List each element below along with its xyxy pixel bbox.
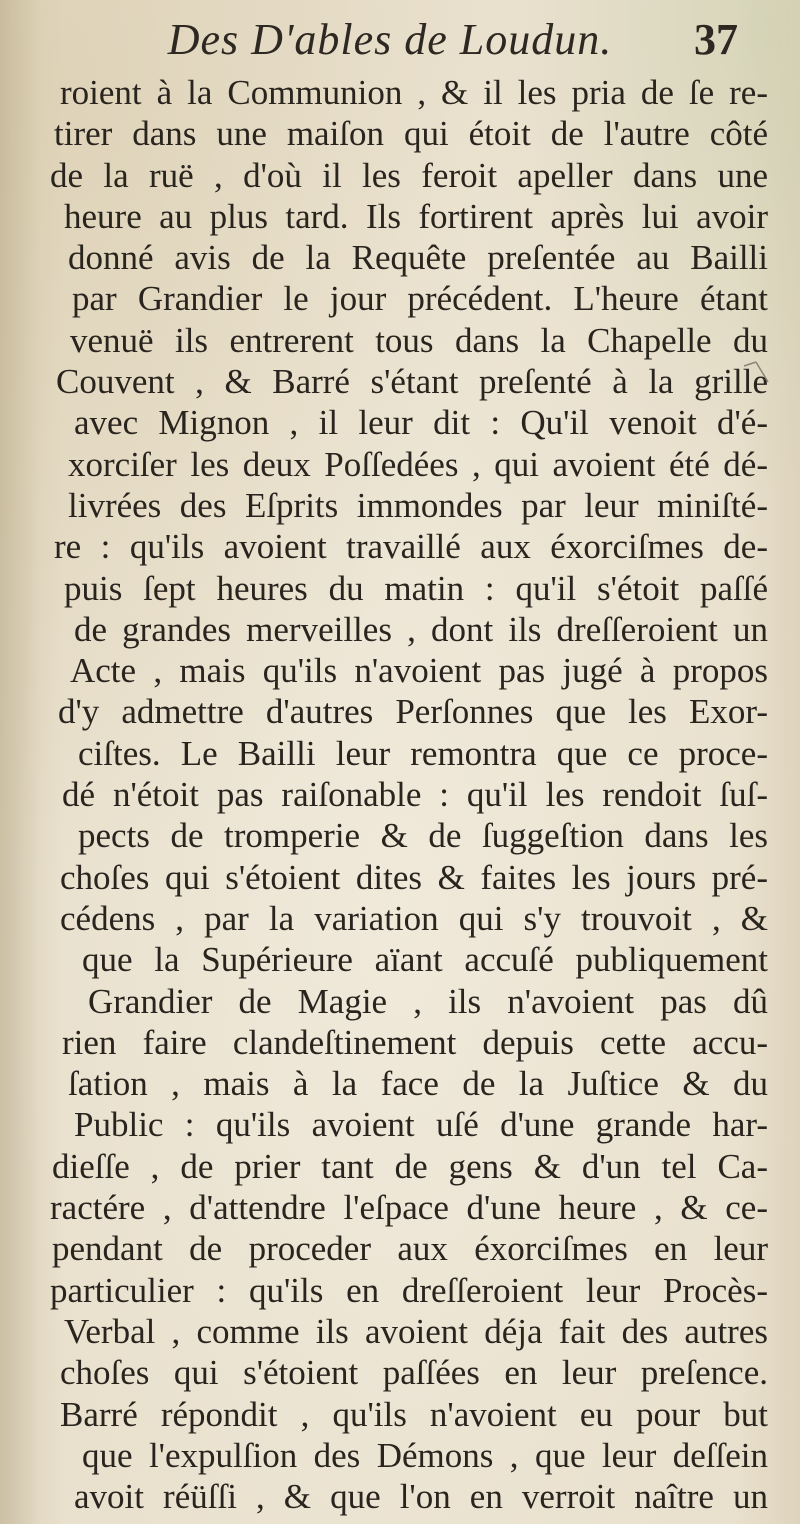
text-line: d'y admettre d'autres Perſonnes que les Exor-: [58, 692, 768, 732]
text-line: rien faire clandeſtinement depuis cette accu-: [62, 1022, 768, 1062]
text-line: de grandes merveilles , dont ils dreſſeroient un: [74, 609, 768, 649]
text-line: Couvent , & Barré s'étant preſenté à la grille: [56, 362, 768, 402]
running-title: Des D'ables de Loudun.: [167, 15, 613, 64]
text-line: pendant de proceder aux éxorciſmes en leur: [52, 1229, 768, 1269]
text-line: particulier : qu'ils en dreſſeroient leur Procès-: [50, 1270, 768, 1310]
text-line: tirer dans une maiſon qui étoit de l'autre côté: [54, 114, 768, 154]
text-line: re : qu'ils avoient travaillé aux éxorciſmes de-: [54, 527, 768, 567]
text-line: cédens , par la variation qui s'y trouvoit , &: [60, 898, 768, 938]
text-line: ſation , mais à la face de la Juſtice & du: [68, 1064, 768, 1104]
text-line: que la Supérieure aïant accuſé publiquement: [82, 940, 768, 980]
text-line: par Grandier le jour précédent. L'heure étant: [72, 279, 768, 319]
text-line: Acte , mais qu'ils n'avoient pas jugé à propos: [70, 651, 768, 691]
body-text: [48, 72, 768, 1517]
running-head: [0, 10, 800, 70]
text-line: avec Mignon , il leur dit : Qu'il venoit d'é-: [74, 403, 768, 443]
text-line: Barré répondit , qu'ils n'avoient eu pour but: [60, 1394, 768, 1434]
text-line: xorciſer les deux Poſſedées , qui avoient été dé-: [68, 444, 768, 484]
text-line: Public : qu'ils avoient uſé d'une grande har-: [74, 1105, 768, 1145]
page-number: 37: [694, 15, 738, 64]
text-line: roient à la Communion , & il les pria de ſe re-: [60, 73, 768, 112]
text-line: Verbal , comme ils avoient déja fait des autres: [64, 1311, 768, 1351]
text-line: donné avis de la Requête preſentée au Bailli: [68, 238, 768, 278]
text-line: choſes qui s'étoient dites & faites les jours pré-: [60, 857, 768, 897]
text-line: livrées des Eſprits immondes par leur miniſté-: [68, 485, 768, 525]
pencil-mark-icon: [742, 360, 770, 386]
page-edge-shadow: [0, 0, 40, 1524]
text-line: dé n'étoit pas raiſonable : qu'il les rendoit ſuſ-: [62, 775, 768, 815]
text-line: dieſſe , de prier tant de gens & d'un tel Ca-: [52, 1146, 768, 1186]
text-line: pects de tromperie & de ſuggeſtion dans les: [78, 816, 768, 856]
text-line: avoit réüſſi , & que l'on en verroit naître un: [74, 1477, 768, 1517]
text-line: choſes qui s'étoient paſſées en leur preſence.: [60, 1353, 768, 1393]
text-line: ractére , d'attendre l'eſpace d'une heure , & ce-: [50, 1188, 768, 1228]
text-line: heure au plus tard. Ils fortirent après lui avoir: [64, 196, 768, 236]
text-line: puis ſept heures du matin : qu'il s'étoit paſſé: [64, 568, 768, 608]
text-line: de la ruë , d'où il les feroit apeller dans une: [50, 155, 768, 195]
text-line: que l'expulſion des Démons , que leur deſſein: [82, 1435, 768, 1475]
text-line: Grandier de Magie , ils n'avoient pas dû: [88, 981, 768, 1021]
text-line: ciſtes. Le Bailli leur remontra que ce proce-: [78, 733, 768, 773]
text-line: venuë ils entrerent tous dans la Chapelle du: [70, 320, 768, 360]
